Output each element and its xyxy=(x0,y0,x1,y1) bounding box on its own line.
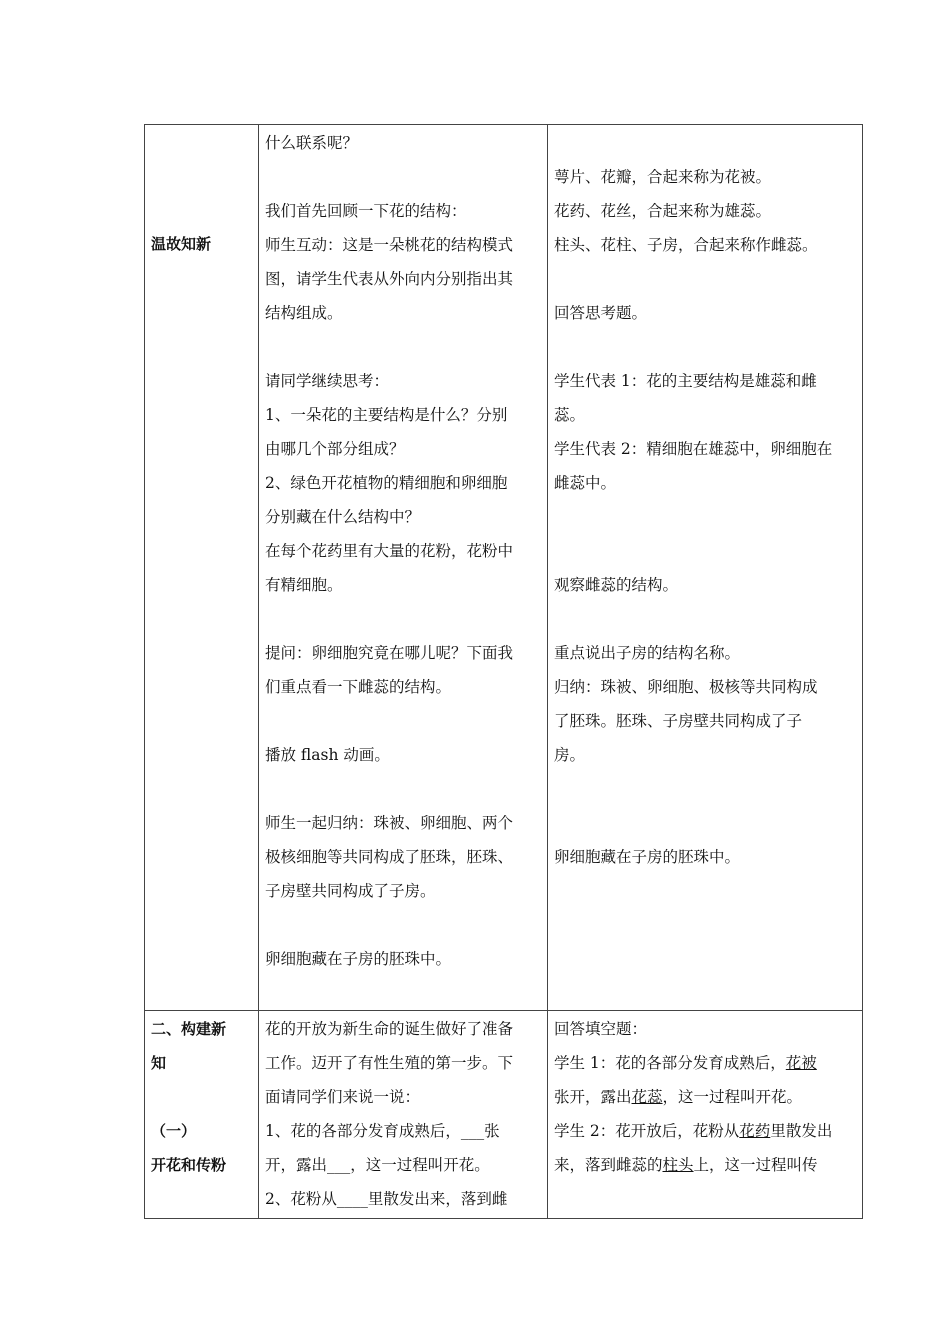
text-line: 提问：卵细胞究竟在哪儿呢？下面我 xyxy=(265,644,514,662)
blank-line xyxy=(554,262,856,296)
student-cell xyxy=(548,1011,863,1219)
section-cell xyxy=(145,1011,259,1219)
text-line: 有精细胞。 xyxy=(265,576,343,594)
text-segment: 来，落到雌蕊的 xyxy=(554,1156,663,1174)
text-segment: 上，这一过程叫传 xyxy=(693,1156,818,1174)
teacher-cell xyxy=(259,1011,548,1219)
text-line: 结构组成。 xyxy=(265,304,343,322)
text-line: 花药、花丝，合起来称为雄蕊。 xyxy=(554,202,772,220)
text-line: 柱头、花柱、子房，合起来称作雌蕊。 xyxy=(554,236,818,254)
fill-blank: ___ xyxy=(327,1156,351,1174)
lesson-table xyxy=(144,124,863,1219)
table-row xyxy=(145,1011,863,1219)
student-cell xyxy=(548,125,863,1011)
text-line: 播放 flash 动画。 xyxy=(265,746,390,764)
section-heading: 二、构建新 xyxy=(151,1020,227,1038)
text-line: 雌蕊中。 xyxy=(554,474,617,492)
fill-blank: ____ xyxy=(336,1190,368,1208)
blank-line xyxy=(265,330,541,364)
answer-underlined: 柱头 xyxy=(662,1156,694,1174)
text-line: 蕊。 xyxy=(554,406,586,424)
text-line: 1、一朵花的主要结构是什么？分别 xyxy=(265,406,508,424)
text-segment: 学生 2：花开放后，花粉从 xyxy=(554,1122,740,1140)
teacher-activity xyxy=(265,126,541,976)
text-line: 萼片、花瓣，合起来称为花被。 xyxy=(554,168,772,186)
text-line xyxy=(265,1114,541,1148)
text-line: 回答填空题： xyxy=(554,1020,648,1038)
blank-line xyxy=(265,160,541,194)
answer-underlined: 花药 xyxy=(739,1122,771,1140)
text-line: 极核细胞等共同构成了胚珠，胚珠、 xyxy=(265,848,514,866)
text-line: 花的开放为新生命的诞生做好了准备 xyxy=(265,1020,514,1038)
text-segment: ，这一过程叫开花。 xyxy=(662,1088,803,1106)
text-line: 房。 xyxy=(554,746,586,764)
text-line: 什么联系呢？ xyxy=(265,134,359,152)
text-line: 图，请学生代表从外向内分别指出其 xyxy=(265,270,514,288)
text-line: 归纳：珠被、卵细胞、极核等共同构成 xyxy=(554,678,818,696)
blank-line xyxy=(554,772,856,806)
text-segment: 张开，露出 xyxy=(554,1088,632,1106)
text-line: 工作。迈开了有性生殖的第一步。下 xyxy=(265,1054,514,1072)
blank-line xyxy=(554,500,856,534)
subsection-number: （一） xyxy=(151,1122,197,1140)
text-segment: ，这一过程叫开花。 xyxy=(350,1156,490,1174)
text-line: 卵细胞藏在子房的胚珠中。 xyxy=(554,848,741,866)
text-segment: 1、花的各部分发育成熟后， xyxy=(265,1122,461,1140)
student-activity xyxy=(554,126,856,874)
text-segment: 2、花粉从 xyxy=(265,1190,337,1208)
text-line: 请同学继续思考： xyxy=(265,372,390,390)
text-line: 在每个花药里有大量的花粉，花粉中 xyxy=(265,542,514,560)
text-segment: 里散发出来，落到雌 xyxy=(367,1190,508,1208)
blank-line xyxy=(554,534,856,568)
section-heading-cont: 知 xyxy=(151,1054,167,1072)
text-line: 2、绿色开花植物的精细胞和卵细胞 xyxy=(265,474,508,492)
fill-blank: ___ xyxy=(460,1122,485,1140)
text-line xyxy=(265,1148,541,1182)
text-segment: 学生 1：花的各部分发育成熟后， xyxy=(554,1054,786,1072)
teacher-cell xyxy=(259,125,548,1011)
text-line: 面请同学们来说一说： xyxy=(265,1088,421,1106)
text-segment: 里散发出 xyxy=(770,1122,833,1140)
text-line: 了胚珠。胚珠、子房壁共同构成了子 xyxy=(554,712,803,730)
blank-line xyxy=(554,806,856,840)
text-line: 师生互动：这是一朵桃花的结构模式 xyxy=(265,236,514,254)
text-line: 卵细胞藏在子房的胚珠中。 xyxy=(265,950,452,968)
answer-underlined: 花蕊 xyxy=(631,1088,663,1106)
text-line xyxy=(554,1080,856,1114)
subsection-title: 开花和传粉 xyxy=(151,1156,227,1174)
text-line: 由哪几个部分组成？ xyxy=(265,440,405,458)
table-row xyxy=(145,125,863,1011)
text-line: 我们首先回顾一下花的结构： xyxy=(265,202,467,220)
blank-line xyxy=(265,704,541,738)
section-cell xyxy=(145,125,259,1011)
blank-line xyxy=(265,908,541,942)
text-line xyxy=(554,1148,856,1182)
text-line: 学生代表 2：精细胞在雄蕊中，卵细胞在 xyxy=(554,440,833,458)
blank-line xyxy=(554,602,856,636)
blank-line xyxy=(265,602,541,636)
text-line xyxy=(265,1182,541,1216)
text-line: 学生代表 1：花的主要结构是雄蕊和雌 xyxy=(554,372,817,390)
text-line: 回答思考题。 xyxy=(554,304,648,322)
text-line: 们重点看一下雌蕊的结构。 xyxy=(265,678,452,696)
text-line xyxy=(554,1114,856,1148)
blank-line xyxy=(554,126,856,160)
text-line: 观察雌蕊的结构。 xyxy=(554,576,679,594)
text-line: 重点说出子房的结构名称。 xyxy=(554,644,741,662)
text-segment: 张 xyxy=(484,1122,500,1140)
text-line: 师生一起归纳：珠被、卵细胞、两个 xyxy=(265,814,514,832)
answer-underlined: 花被 xyxy=(785,1054,817,1072)
blank-line xyxy=(265,772,541,806)
text-line: 分别藏在什么结构中？ xyxy=(265,508,421,526)
text-segment: 开，露出 xyxy=(265,1156,328,1174)
section-title: 温故知新 xyxy=(151,235,212,253)
text-line: 子房壁共同构成了子房。 xyxy=(265,882,436,900)
text-line xyxy=(554,1046,856,1080)
blank-line xyxy=(554,330,856,364)
